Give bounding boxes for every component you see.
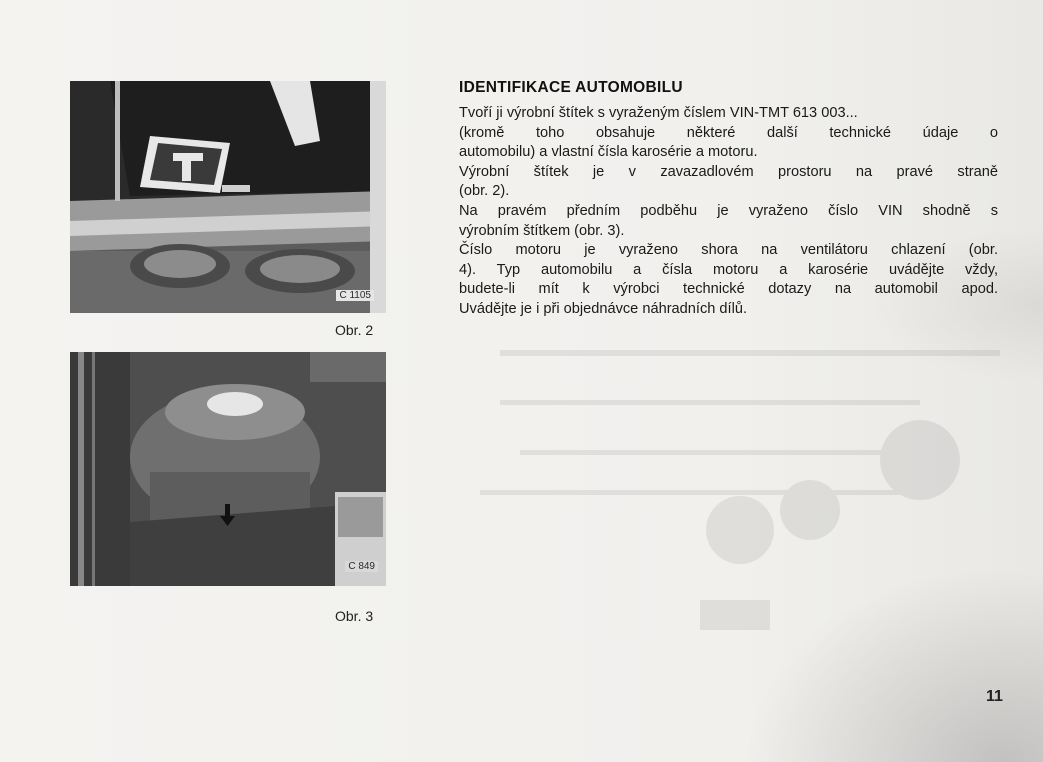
- paragraph-line: (kromě toho obsahuje některé další technické údaje o: [459, 124, 998, 141]
- body-paragraph: [459, 104, 998, 320]
- bleed-through-shadow: [460, 340, 1000, 700]
- page-number: 11: [986, 688, 1003, 705]
- photo-code-label: C 1105: [336, 290, 374, 301]
- paragraph-line: budete-li mít k výrobci technické dotazy na automobil apod.: [459, 281, 998, 298]
- trunk-photo: [70, 81, 386, 313]
- section-heading: IDENTIFIKACE AUTOMOBILU: [459, 79, 683, 96]
- paragraph-line: (obr. 2).: [459, 183, 510, 200]
- figure-2-photo: [70, 81, 386, 313]
- paragraph-line: Tvoří ji výrobní štítek s vyraženým číslem VIN-TMT 613 003...: [459, 105, 858, 121]
- photo-code-label: C 849: [345, 561, 378, 572]
- paragraph-line: Uvádějte je i při objednávce náhradních dílů.: [459, 300, 748, 317]
- paragraph-line: Na pravém předním podběhu je vyraženo číslo VIN shodně s: [459, 202, 998, 219]
- figure-3-photo: [70, 352, 386, 586]
- wheel-arch-photo: [70, 352, 386, 586]
- paragraph-line: 4). Typ automobilu a čísla motoru a karosérie uvádějte vždy,: [459, 261, 998, 278]
- paragraph-line: Výrobní štítek je v zavazadlovém prostoru na pravé straně: [459, 163, 998, 180]
- paragraph-line: automobilu) a vlastní čísla karosérie a motoru.: [459, 144, 758, 161]
- figure-2-caption: Obr. 2: [335, 322, 374, 338]
- figure-3-caption: Obr. 3: [335, 608, 374, 624]
- paragraph-line: výrobním štítkem (obr. 3).: [459, 222, 625, 239]
- paragraph-line: Číslo motoru je vyraženo shora na ventilátoru chlazení (obr.: [459, 242, 998, 259]
